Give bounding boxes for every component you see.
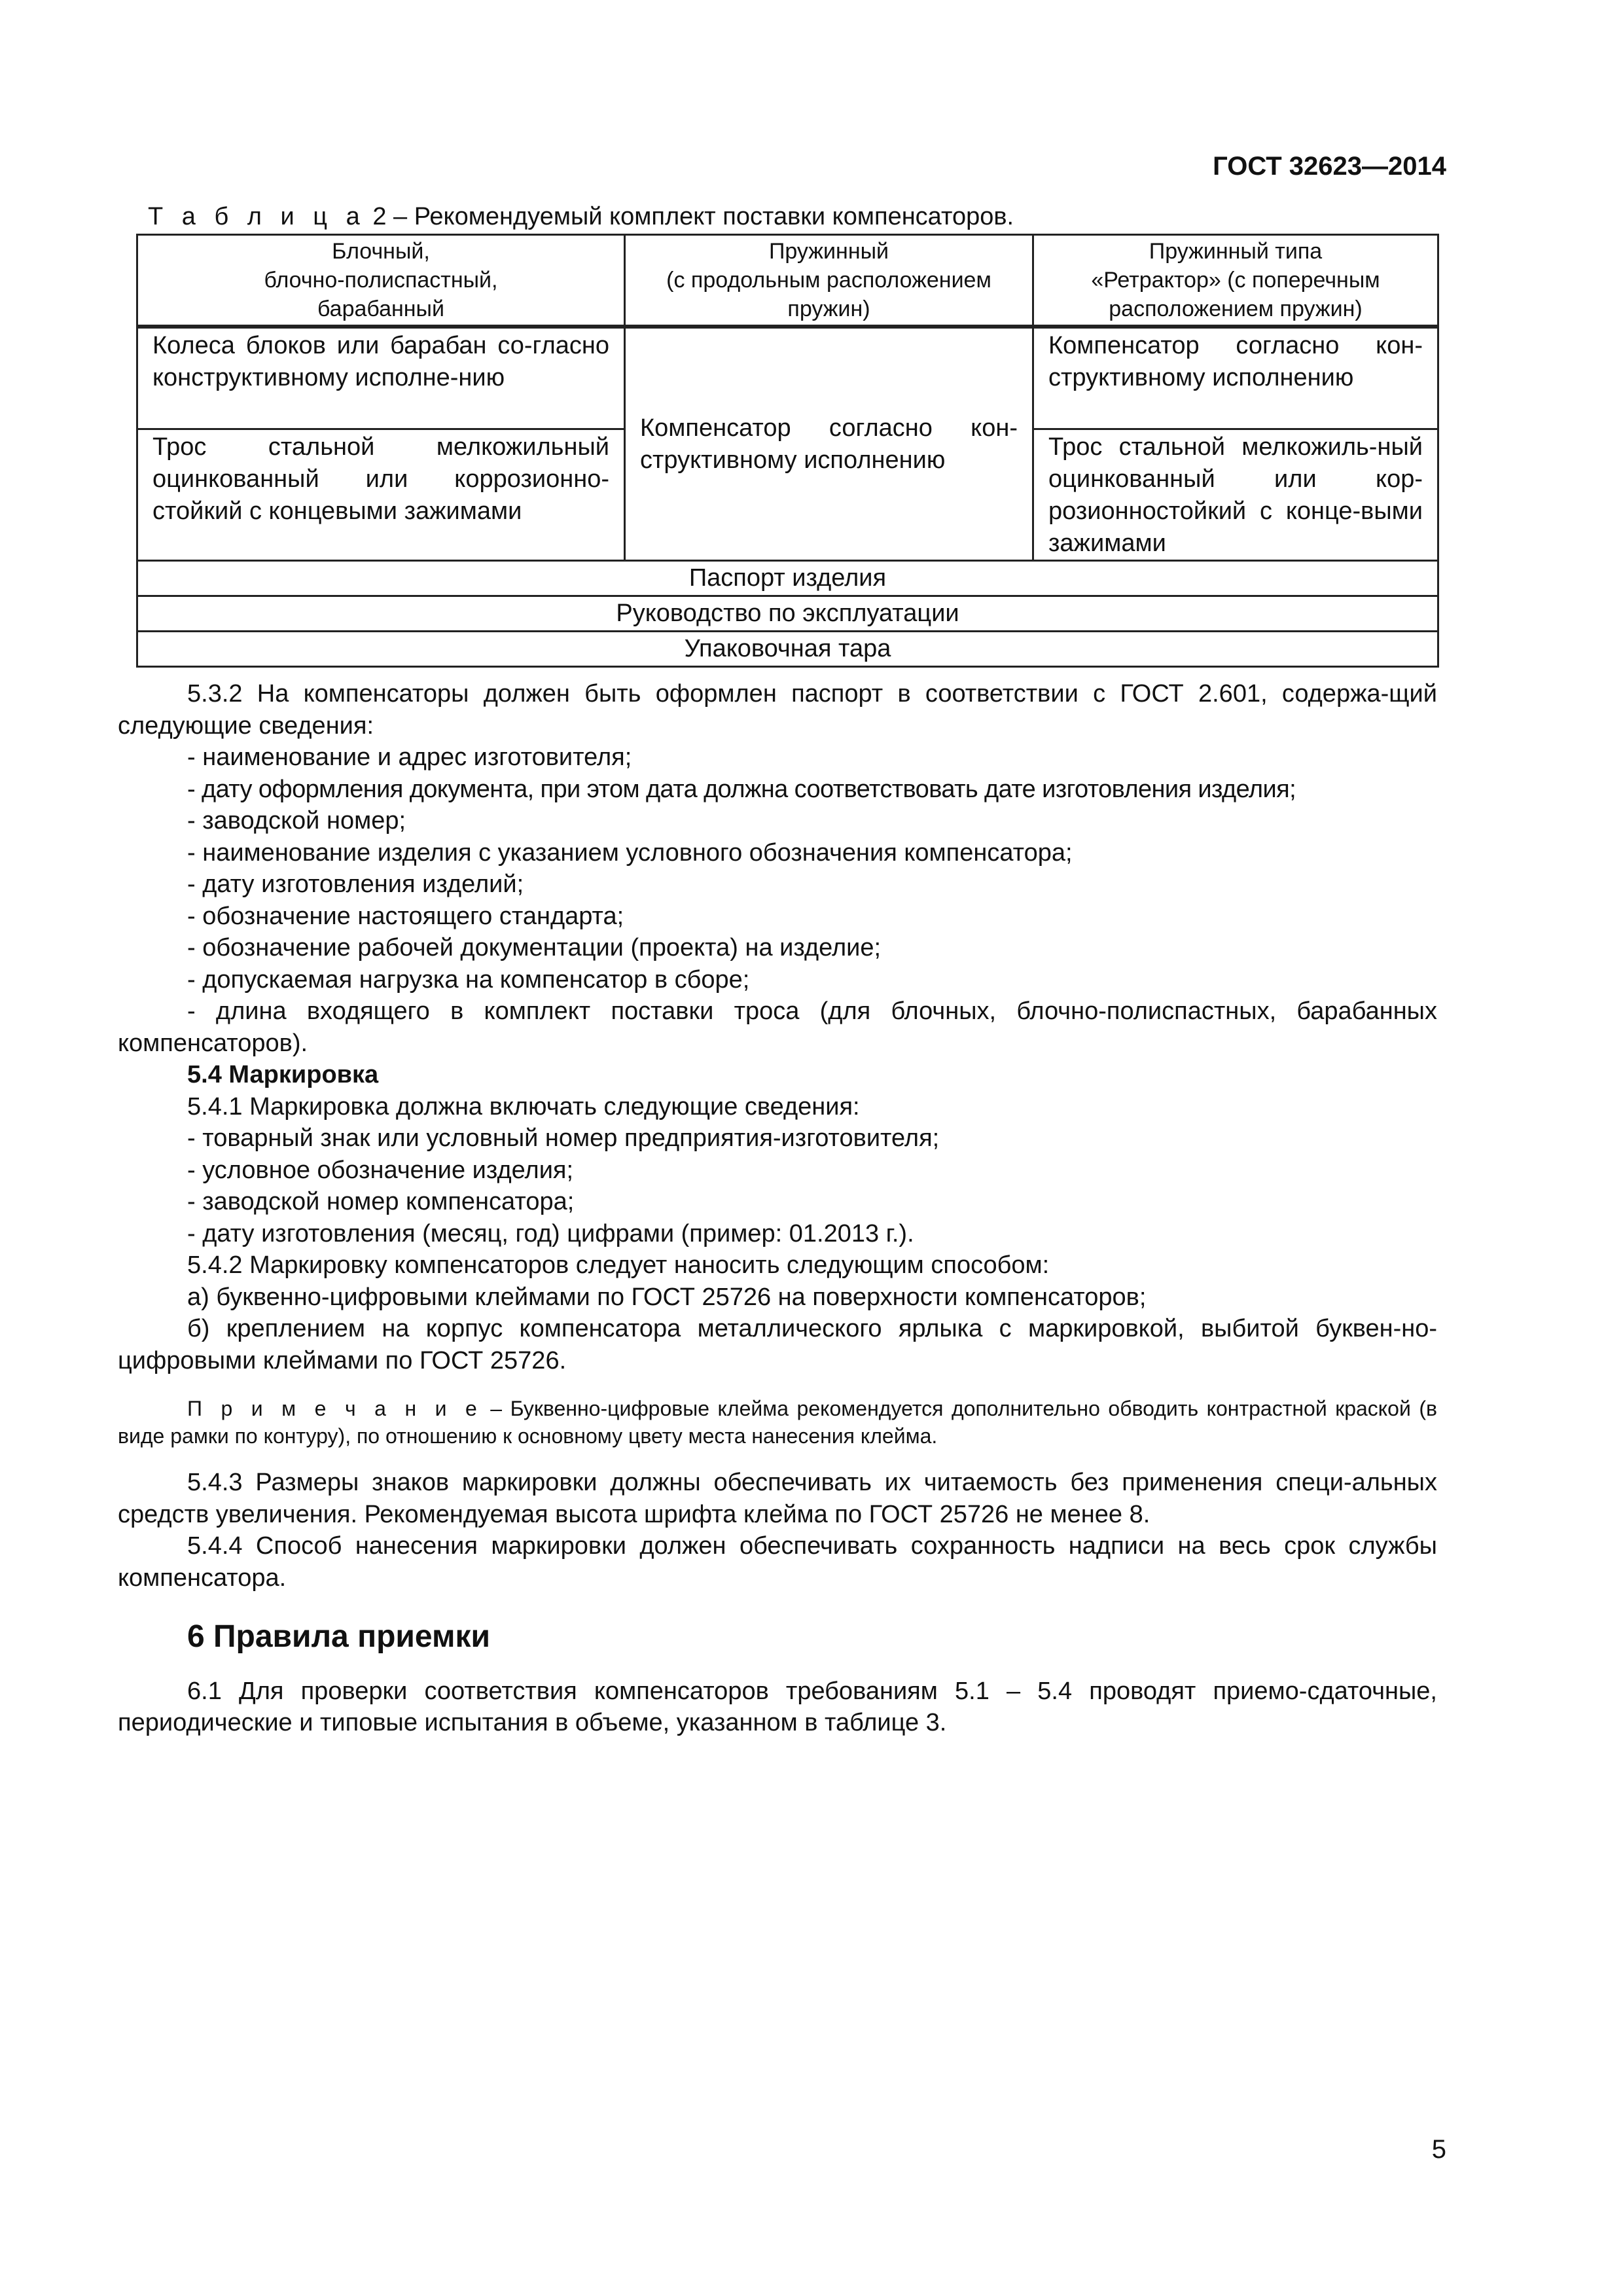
section-heading-6: 6 Правила приемки (187, 1619, 491, 1654)
table-row (137, 327, 1438, 429)
table-cell-full: Упаковочная тара (137, 632, 1438, 667)
list-item: - обозначение рабочей документации (проекта) на изделие; (187, 934, 882, 961)
list-item: - наименование изделия с указанием условного обозначения компенсатора; (187, 838, 1073, 867)
header-spring-longitudinal (625, 235, 1033, 327)
list-item: - дату оформления документа, при этом дата должна соответствовать дате изготовления изделия; (187, 775, 1296, 803)
paragraph-5-3-2: 5.3.2 На компенсаторы должен быть оформлен паспорт в соответствии с ГОСТ 2.601, содержа-щий следующие сведения: (118, 680, 1437, 740)
table-caption-text: 2 – Рекомендуемый комплект поставки компенсаторов. (372, 203, 1014, 230)
supply-set-table (136, 234, 1439, 668)
list-item: - условное обозначение изделия; (187, 1156, 574, 1184)
page-number: 5 (1431, 2135, 1446, 2164)
table-cell-full: Руководство по эксплуатации (137, 596, 1438, 632)
note (118, 1395, 1437, 1450)
table-cell: Трос стальной мелкожильный оцинкованный или коррозионно-стойкий с концевыми зажимами (137, 429, 625, 561)
standard-number: ГОСТ 32623—2014 (1213, 152, 1446, 181)
paragraph-5-4-2-a: а) буквенно-цифровыми клеймами по ГОСТ 25726 на поверхности компенсаторов; (187, 1283, 1147, 1311)
header-spring-retractor (1033, 235, 1438, 327)
header-block-text: Блочный, блочно-полиспастный, барабанный (264, 239, 498, 321)
note-label: П р и м е ч а н и е (187, 1397, 482, 1420)
document-body (118, 678, 1437, 1739)
table-header-row (137, 235, 1438, 327)
paragraph-5-4-4: 5.4.4 Способ нанесения маркировки должен обеспечивать сохранность надписи на весь срок службы компенсатора. (118, 1532, 1437, 1592)
list-item: - дату изготовления изделий; (187, 870, 524, 898)
header-spring-retractor-text: Пружинный типа «Ретрактор» (с поперечным расположением пружин) (1091, 239, 1380, 321)
table-cell: Колеса блоков или барабан со-гласно конструктивному исполне-нию (137, 327, 625, 429)
list-item: - товарный знак или условный номер предприятия-изготовителя; (187, 1124, 940, 1152)
list-item: - дату изготовления (месяц, год) цифрами (пример: 01.2013 г.). (187, 1219, 914, 1247)
note-text: – Буквенно-цифровые клейма рекомендуется дополнительно обводить контрастной краской (в виде рамки по контуру), по отношению к основному цвету места нанесения клейма. (118, 1397, 1438, 1448)
paragraph-5-4-3: 5.4.3 Размеры знаков маркировки должны обеспечивать их читаемость без применения специ-альных средств увеличения. Рекомендуемая высота шрифта клейма по ГОСТ 25726 не менее 8. (118, 1469, 1437, 1528)
list-item: - обозначение настоящего стандарта; (187, 902, 624, 930)
header-spring-longitudinal-text: Пружинный (с продольным расположением пружин) (666, 239, 991, 321)
list-item: - длина входящего в комплект поставки троса (для блочных, блочно-полиспастных, барабанных компенсаторов). (118, 997, 1437, 1057)
list-item: - заводской номер компенсатора; (187, 1188, 575, 1215)
table-cell: Компенсатор согласно кон-структивному исполнению (1033, 327, 1438, 429)
list-item: - наименование и адрес изготовителя; (187, 744, 632, 771)
table-cell-full: Паспорт изделия (137, 561, 1438, 596)
table-caption-label: Т а б л и ц а (148, 203, 366, 230)
header-block (137, 235, 625, 327)
list-item: - допускаемая нагрузка на компенсатор в сборе; (187, 965, 750, 994)
list-item: - заводской номер; (187, 807, 406, 834)
table-row (137, 561, 1438, 596)
table-cell-merged: Компенсатор согласно кон-структивному исполнению (625, 327, 1033, 561)
table-row (137, 596, 1438, 632)
paragraph-6-1: 6.1 Для проверки соответствия компенсаторов требованиям 5.1 – 5.4 проводят приемо-сдаточные, периодические и типовые испытания в объеме, указанном в таблице 3. (118, 1677, 1437, 1736)
table-caption (148, 203, 1014, 231)
paragraph-5-4-1: 5.4.1 Маркировка должна включать следующие сведения: (187, 1092, 860, 1121)
table-row (137, 632, 1438, 667)
table-cell: Трос стальной мелкожиль-ный оцинкованный или кор-розионностойкий с конце-выми зажимами (1033, 429, 1438, 561)
paragraph-5-4-2-b: б) креплением на корпус компенсатора металлического ярлыка с маркировкой, выбитой буквен-но-цифровыми клеймами по ГОСТ 25726. (118, 1315, 1437, 1374)
section-heading-5-4: 5.4 Маркировка (187, 1061, 379, 1088)
paragraph-5-4-2: 5.4.2 Маркировку компенсаторов следует наносить следующим способом: (187, 1251, 1050, 1279)
